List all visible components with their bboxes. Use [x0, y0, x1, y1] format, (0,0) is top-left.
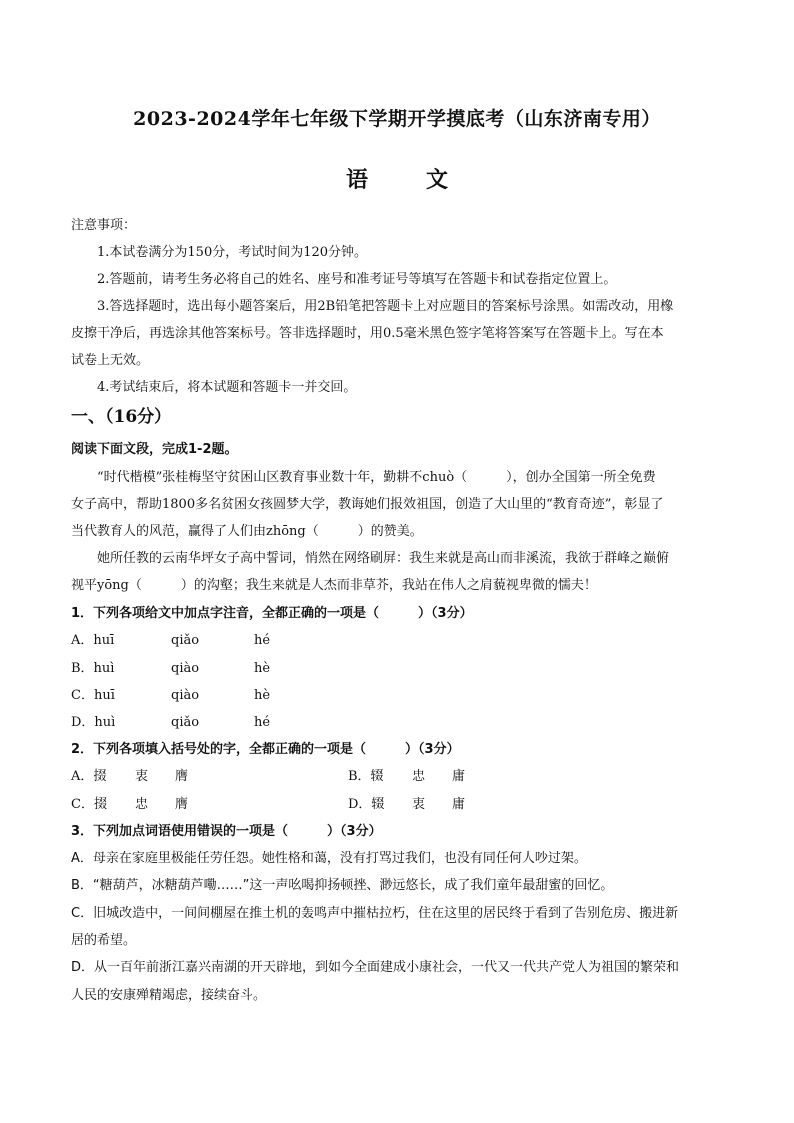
- option-label: D．辍: [348, 797, 385, 812]
- section-heading: 一、（16分）: [71, 407, 172, 427]
- passage-line: 她所任教的云南华坪女子高中誓词，悄然在网络刷屏：我生来就是高山而非溪流，我欲于群峰之巅俯: [97, 551, 670, 566]
- question-3-option-d: D．从一百年前浙江嘉兴南湖的开天辟地，到如今全面建成小康社会，一代又一代共产党人为祖国的繁荣和: [71, 960, 680, 975]
- option-value: hè: [254, 688, 271, 703]
- option-value: 忠: [412, 769, 426, 784]
- option-value: qiào: [171, 661, 200, 676]
- option-value: 膺: [175, 769, 189, 784]
- question-2-stem: 2．下列各项填入括号处的字，全都正确的一项是（ ）（3分）: [71, 742, 460, 757]
- option-value: 膺: [175, 797, 189, 812]
- notice-line: 4.考试结束后，将本试题和答题卡一并交回。: [97, 380, 357, 395]
- option-label: A．掇: [71, 769, 107, 784]
- page-title: 2023-2024学年七年级下学期开学摸底考（山东济南专用）: [133, 108, 661, 130]
- option-value: 衷: [135, 769, 149, 784]
- question-3-option-c-cont: 居的希望。: [71, 933, 137, 948]
- option-label: A．huī: [71, 633, 115, 648]
- option-value: hè: [254, 661, 271, 676]
- option-label: C．huī: [71, 688, 115, 703]
- notice-line: 皮擦干净后，再选涂其他答案标号。答非选择题时，用0.5毫米黑色签字笔将答案写在答题卡上。写在本: [71, 326, 664, 341]
- notice-line: 1.本试卷满分为150分，考试时间为120分钟。: [97, 245, 368, 260]
- option-value: 庸: [452, 769, 466, 784]
- question-3-option-c: C．旧城改造中，一间间棚屋在推土机的轰鸣声中摧枯拉朽，住在这里的居民终于看到了告别危房、搬进新: [71, 906, 679, 921]
- question-3-stem: 3．下列加点词语使用错误的一项是（ ）（3分）: [71, 824, 382, 839]
- question-3-option-b: B．“糖葫芦，冰糖葫芦嘞……”这一声吆喝抑扬顿挫、渺远悠长，成了我们童年最甜蜜的回忆。: [71, 878, 614, 893]
- subject-title: 语 文: [345, 167, 466, 193]
- option-label: B．辍: [348, 769, 384, 784]
- option-value: hé: [254, 633, 271, 648]
- notice-line: 试卷上无效。: [71, 353, 150, 368]
- passage-line: 女子高中，帮助1800多名贫困女孩圆梦大学，教诲她们报效祖国，创造了大山里的“教育奇迹”，彰显了: [71, 497, 664, 512]
- option-value: 忠: [135, 797, 149, 812]
- option-label: D．huì: [71, 715, 116, 730]
- option-value: qiǎo: [171, 715, 200, 730]
- option-value: 庸: [452, 797, 466, 812]
- notice-line: 2.答题前，请考生务必将自己的姓名、座号和准考证号等填写在答题卡和试卷指定位置上。: [97, 272, 617, 287]
- passage-line: 视平yōng（ ）的沟壑；我生来就是人杰而非草芥，我站在伟人之肩藐视卑微的懦夫！: [71, 578, 597, 593]
- option-label: B．huì: [71, 661, 115, 676]
- notice-heading: 注意事项：: [71, 218, 137, 233]
- question-3-option-a: A．母亲在家庭里极能任劳任怨。她性格和蔼，没有打骂过我们，也没有同任何人吵过架。: [71, 851, 587, 866]
- passage-line: 当代教育人的风范，赢得了人们由zhōng（ ）的赞美。: [71, 524, 423, 539]
- option-value: qiào: [171, 688, 200, 703]
- question-1-stem: 1．下列各项给文中加点字注音，全都正确的一项是（ ）（3分）: [71, 606, 473, 621]
- option-value: 衷: [412, 797, 426, 812]
- option-label: C．掇: [71, 797, 107, 812]
- passage-line: “时代楷模”张桂梅坚守贫困山区教育事业数十年，勤耕不chuò（ ），创办全国第一所全免费: [97, 470, 656, 485]
- option-value: hé: [254, 715, 271, 730]
- notice-line: 3.答选择题时，选出每小题答案后，用2B铅笔把答题卡上对应题目的答案标号涂黑。如需改动，用橡: [97, 299, 674, 314]
- question-3-option-d-cont: 人民的安康殚精竭虑，接续奋斗。: [71, 988, 267, 1003]
- option-value: qiǎo: [171, 633, 200, 648]
- reading-instruction: 阅读下面文段，完成1-2题。: [71, 442, 238, 457]
